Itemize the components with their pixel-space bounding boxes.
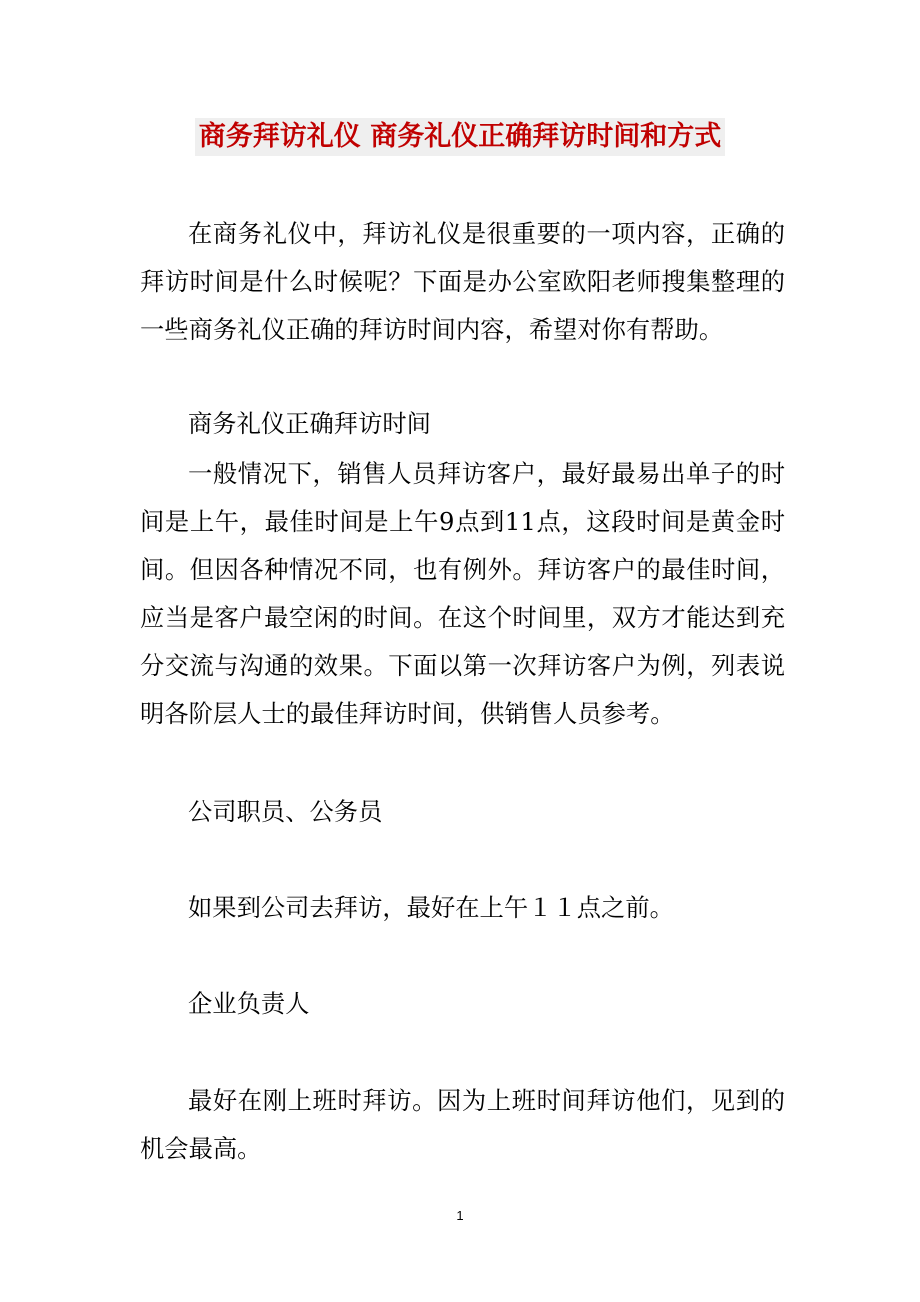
- group-heading-executive: 企业负责人: [188, 989, 310, 1018]
- group-body-executive: 最好在刚上班时拜访。因为上班时间拜访他们，见到的机会最高。: [140, 1086, 785, 1163]
- group-heading-staff: 公司职员、公务员: [188, 797, 383, 826]
- section-body-paragraph: 一般情况下，销售人员拜访客户，最好最易出单子的时间是上午，最佳时间是上午9点到11点，这段时间是黄金时间。但因各种情况不同，也有例外。拜访客户的最佳时间，应当是客户最空闲的时间。在这个时间里，双方才能达到充分交流与沟通的效果。下面以第一次拜访客户为例，列表说明各阶层人士的最佳拜访时间，供销售人员参考。: [140, 459, 785, 728]
- group-body-staff: 如果到公司去拜访，最好在上午１１点之前。: [188, 893, 674, 922]
- page-number: 1: [456, 1208, 464, 1223]
- title-container: [0, 118, 920, 156]
- document-title: 商务拜访礼仪 商务礼仪正确拜访时间和方式: [195, 118, 725, 156]
- section-heading: 商务礼仪正确拜访时间: [188, 409, 431, 438]
- intro-paragraph: 在商务礼仪中，拜访礼仪是很重要的一项内容，正确的拜访时间是什么时候呢？下面是办公室欧阳老师搜集整理的一些商务礼仪正确的拜访时间内容，希望对你有帮助。: [140, 219, 785, 344]
